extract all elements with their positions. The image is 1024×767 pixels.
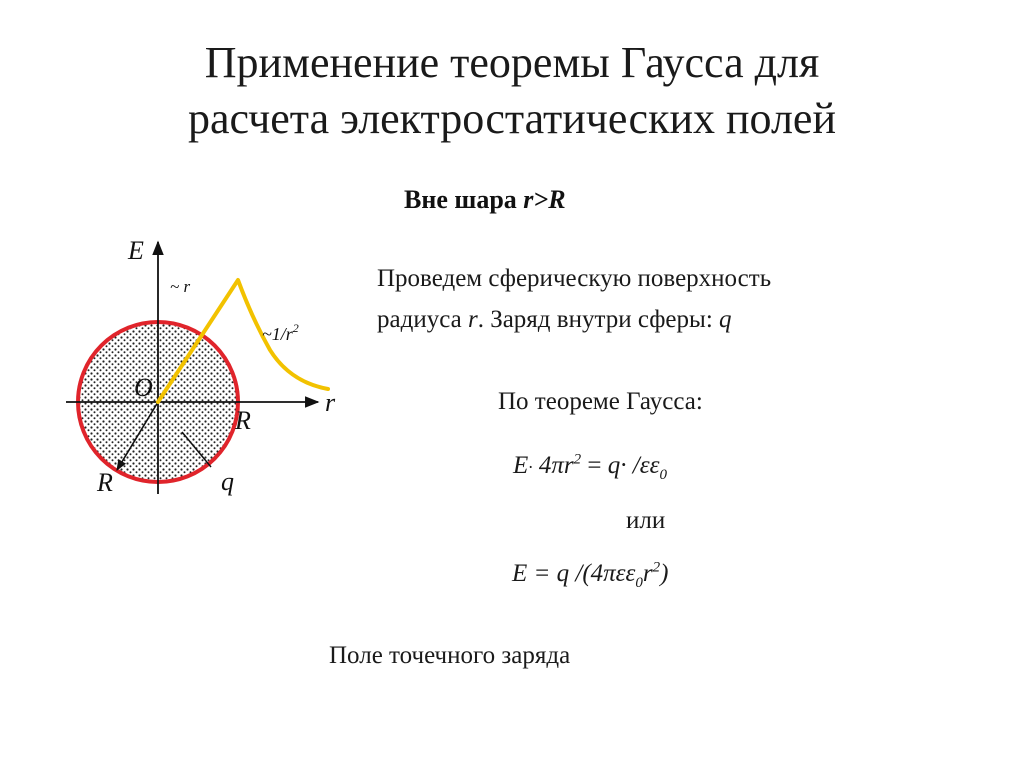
point-charge-formula — [512, 559, 669, 591]
formula1-four-pi-r: 4πr — [532, 452, 574, 479]
formula2-close: ) — [660, 560, 669, 587]
section-heading-condition: r>R — [523, 185, 566, 214]
body-line-1-text: Проведем сферическую поверхность — [377, 265, 772, 292]
body-line-2-prefix: радиуса — [377, 306, 468, 333]
formula1-dot: · — [528, 457, 533, 477]
formula2-power: 2 — [652, 559, 661, 576]
body-line-2-q: q — [719, 306, 732, 333]
body-line-2 — [377, 306, 732, 334]
formula2-eps0-sub: 0 — [635, 575, 643, 591]
or-word — [626, 507, 665, 535]
body-line-2-r: r — [467, 306, 478, 333]
axis-x-label: r — [325, 388, 336, 417]
formula1-dot2: · — [620, 452, 627, 479]
body-line-1 — [377, 265, 771, 293]
radius-label-outer: R — [97, 468, 113, 497]
section-heading-prefix: Вне шара — [404, 185, 524, 214]
curve-label-inverse-power: 2 — [292, 321, 299, 335]
gauss-intro — [498, 388, 703, 416]
formula2-r: r — [642, 560, 653, 587]
gauss-formula — [513, 451, 667, 483]
charge-label: q — [221, 467, 234, 496]
formula1-eps0-sub: 0 — [659, 467, 667, 483]
formula1-slash-eps: /εε — [626, 452, 660, 479]
curve-label-inverse-base: ~1/r — [262, 324, 293, 344]
formula2-lhs: E = q /(4πεε — [512, 560, 636, 587]
origin-label: O — [134, 373, 153, 402]
gauss-intro-text: По теореме Гаусса: — [498, 388, 703, 415]
formula1-equals: = — [581, 452, 608, 479]
title-line-2: расчета электростатических полей — [187, 94, 837, 143]
conclusion-text-value: Поле точечного заряда — [329, 642, 571, 669]
curve-label-inverse — [262, 321, 299, 344]
conclusion-text — [329, 642, 570, 670]
or-word-text: или — [626, 507, 666, 534]
body-line-2-suffix: . Заряд внутри сферы: — [477, 306, 720, 333]
formula1-power: 2 — [573, 451, 582, 468]
formula1-E: E — [513, 452, 529, 479]
title-line-1: Применение теоремы Гаусса для — [204, 38, 820, 87]
formula1-q: q — [607, 452, 621, 479]
curve-label-linear: ~ r — [170, 277, 191, 296]
axis-y-label: E — [128, 236, 144, 265]
radius-label-inner: R — [235, 406, 251, 435]
